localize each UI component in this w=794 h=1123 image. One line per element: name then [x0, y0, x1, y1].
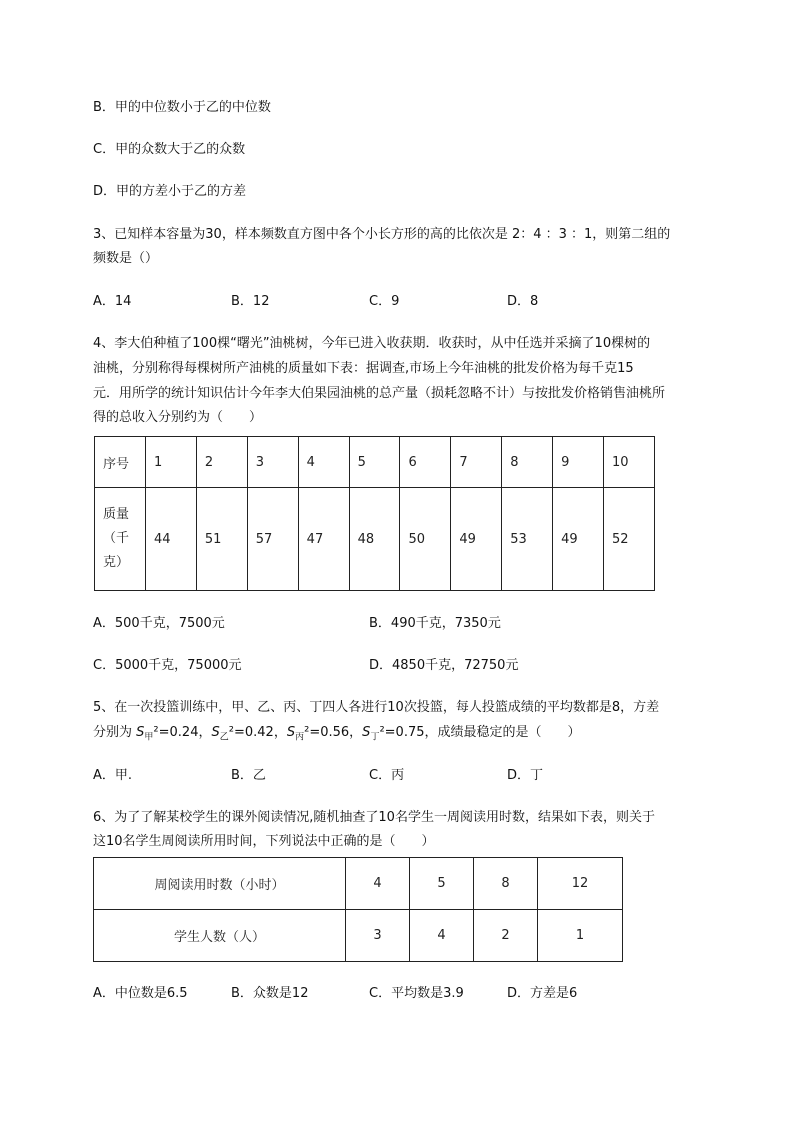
- q2-option-d: D．甲的方差小于乙的方差: [93, 184, 247, 199]
- q5-sub-bing: 丙: [295, 732, 305, 743]
- q5-stem-line1: 5、在一次投篮训练中，甲、乙、丙、丁四人各进行10次投篮，每人投篮成绩的平均数都是8，方差: [93, 700, 660, 715]
- q5-option-a: A．甲.: [93, 768, 133, 783]
- q6-option-d: D．方差是6: [507, 986, 578, 1001]
- q6-row-label-hours: 周阅读用时数（小时）: [94, 858, 346, 910]
- q4-mass-table: [94, 436, 655, 591]
- q4-table-row-mass: [95, 488, 655, 591]
- q4-cell-mass: 50: [400, 488, 451, 591]
- q4-row-label-number: 序号: [95, 437, 146, 488]
- q5-s-symbol: S: [211, 725, 220, 740]
- q4-cell-mass: 49: [451, 488, 502, 591]
- q5-stem-line2: [93, 723, 581, 748]
- q3-stem-line2: 频数是（）: [93, 251, 159, 266]
- q6-cell-count: 2: [474, 910, 538, 962]
- q4-cell-number: 8: [502, 437, 553, 488]
- q6-table-row-hours: [94, 858, 623, 910]
- q4-cell-mass: 48: [349, 488, 400, 591]
- q6-reading-table: [93, 857, 623, 962]
- q2-option-c: C．甲的众数大于乙的众数: [93, 142, 246, 157]
- q4-cell-number: 10: [604, 437, 655, 488]
- q5-sub-jia: 甲: [144, 732, 154, 743]
- q4-option-b: B．490千克，7350元: [369, 616, 501, 631]
- q2-option-b: B．甲的中位数小于乙的中位数: [93, 100, 271, 115]
- q4-cell-mass: 53: [502, 488, 553, 591]
- q3-option-a: A．14: [93, 294, 132, 309]
- q5-val-bing: ²=0.56，: [304, 725, 363, 740]
- q4-cell-number: 7: [451, 437, 502, 488]
- q5-val-yi: ²=0.42，: [228, 725, 287, 740]
- q3-option-d: D．8: [507, 294, 539, 309]
- q6-cell-count: 4: [410, 910, 474, 962]
- q6-table-row-count: [94, 910, 623, 962]
- q4-cell-mass: 51: [196, 488, 247, 591]
- q4-cell-number: 1: [146, 437, 197, 488]
- q6-option-b: B．众数是12: [231, 986, 309, 1001]
- q4-cell-mass: 52: [604, 488, 655, 591]
- q6-row-label-count: 学生人数（人）: [94, 910, 346, 962]
- q4-stem-line1: 4、李大伯种植了100棵“曙光”油桃树，今年已进入收获期．收获时，从中任选并采摘了10棵树的: [93, 336, 651, 351]
- q3-stem-line1: 3、已知样本容量为30，样本频数直方图中各个小长方形的高的比依次是 2：4 ：3 ：1，则第二组的: [93, 227, 671, 242]
- q4-cell-number: 5: [349, 437, 400, 488]
- q5-val-ding: ²=0.75，成绩最稳定的是（ ）: [379, 725, 581, 740]
- q4-row-label-mass: [95, 488, 146, 591]
- q4-mass-label-part: 质量: [103, 507, 130, 522]
- q4-cell-number: 3: [247, 437, 298, 488]
- q4-cell-number: 2: [196, 437, 247, 488]
- q4-cell-mass: 49: [553, 488, 604, 591]
- q4-stem-line3: 元．用所学的统计知识估计今年李大伯果园油桃的总产量（损耗忽略不计）与按批发价格销售油桃所: [93, 386, 666, 401]
- q6-option-a: A．中位数是6.5: [93, 986, 188, 1001]
- q5-option-c: C．丙: [369, 768, 405, 783]
- q4-cell-mass: 47: [298, 488, 349, 591]
- q5-s-symbol: S: [362, 725, 371, 740]
- q4-cell-number: 4: [298, 437, 349, 488]
- q4-mass-label-part: （千: [103, 531, 130, 546]
- q3-option-c: C．9: [369, 294, 400, 309]
- q5-val-jia: ²=0.24，: [153, 725, 212, 740]
- q6-cell-hours: 8: [474, 858, 538, 910]
- q4-option-d: D．4850千克，72750元: [369, 658, 519, 673]
- q5-option-d: D．丁: [507, 768, 544, 783]
- q6-cell-hours: 4: [346, 858, 410, 910]
- q6-cell-count: 1: [538, 910, 623, 962]
- q4-cell-mass: 57: [247, 488, 298, 591]
- q6-stem-line1: 6、为了了解某校学生的课外阅读情况,随机抽查了10名学生一周阅读用时数，结果如下表，则关于: [93, 810, 655, 825]
- q6-stem-line2: 这10名学生周阅读所用时间，下列说法中正确的是（ ）: [93, 834, 435, 849]
- q5-option-b: B．乙: [231, 768, 266, 783]
- q5-s-symbol: S: [286, 725, 296, 740]
- q5-prefix: 分别为: [93, 725, 137, 740]
- q6-cell-hours: 12: [538, 858, 623, 910]
- q6-cell-hours: 5: [410, 858, 474, 910]
- q4-cell-number: 6: [400, 437, 451, 488]
- q6-option-c: C．平均数是3.9: [369, 986, 464, 1001]
- q4-option-a: A．500千克，7500元: [93, 616, 225, 631]
- q4-option-c: C．5000千克，75000元: [93, 658, 242, 673]
- q4-mass-label-part: 克）: [103, 555, 130, 570]
- q5-sub-yi: 乙: [219, 732, 229, 743]
- q4-cell-mass: 44: [146, 488, 197, 591]
- q3-option-b: B．12: [231, 294, 270, 309]
- q6-cell-count: 3: [346, 910, 410, 962]
- q5-sub-ding: 丁: [370, 732, 380, 743]
- q4-stem-line4: 得的总收入分别约为（ ）: [93, 410, 263, 425]
- q4-table-row-number: [95, 437, 655, 488]
- q4-stem-line2: 油桃，分别称得每棵树所产油桃的质量如下表：据调查,市场上今年油桃的批发价格为每千克15: [93, 361, 634, 376]
- q4-cell-number: 9: [553, 437, 604, 488]
- q5-s-symbol: S: [136, 725, 145, 740]
